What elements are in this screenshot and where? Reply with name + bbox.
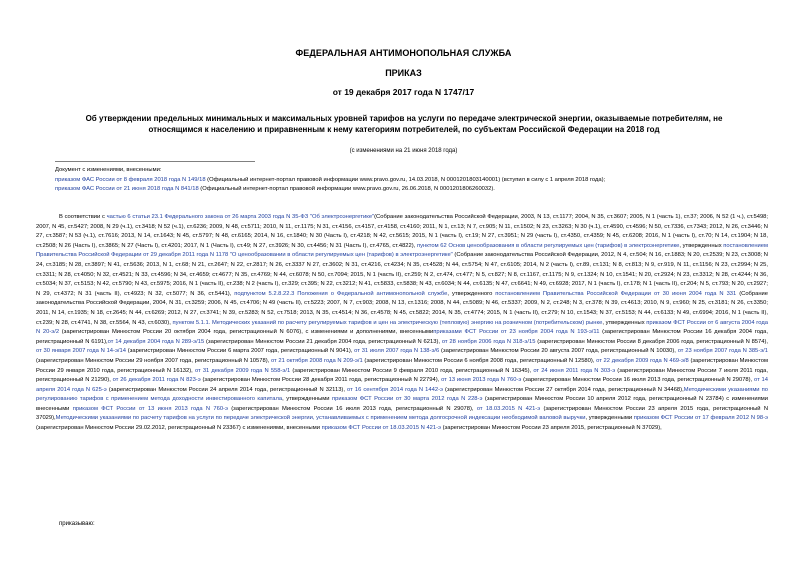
law-link[interactable]: от 18.03.2015 N 421-э — [476, 405, 541, 412]
body-text: (зарегистрирован Минюстом России 29.02.2012, регистрационный N 23367) с изменениями, внесенными — [36, 425, 322, 432]
body-text: (зарегистрирован Минюстом России 7 июля 2011 года, регистрационный N 21290), — [36, 367, 768, 384]
law-link[interactable]: приказом ФСТ России от 17 февраля 2012 N 98-э — [633, 415, 769, 422]
body-text: (Собрание законодательства Российской Федерации, 2003, N 13, ст.1177; 2004, N 35, ст.3607; 2005, N 1 (часть 1), ст.37; 2006, N 52 (1 ч.), ст.5498; 2007, N 45, ст.5427; 2008, N 29 (ч.1), ст.3418; N 52 (ч.1), ст.6236; 2009, N 48, ст.5711; 2010, N 11, ст.1175; N 31, ст.4156, ст.4157, ст.4158, ст.4160; 2011, N 1, ст.13; N 7, ст.905; N 11, ст.1502; N 23, ст.3263; N 30 (ч.1), ст.4590, ст.4596; N 50, ст.7336, ст.7343; 2012, N 26, ст.3446; N 27, ст.3587; N 53 (ч.1), ст.7616; 2013, N 14, ст.1643; N 45, ст.5797; N 48, ст.6165; 2014, N 16, ст.1840; N 30 (Часть I), ст.4218; N 42, ст.5615; 2015, N 1 (часть I), ст.19; N 27, ст.3951; N 29 (часть I), ст.4350, ст.4359; N 45, ст.6208; 2016, N 1 (часть I), ст.70; N 14, ст.1904; N 18, ст.2508; N 26 (Часть I), ст.3865; N 27 (Часть I), ст.4201; 2017, N 1 (Часть I), ст.49; N 27, ст.3926; N 30, ст.4456; N 31 (Часть I), ст.4765, ст.4822), — [36, 214, 769, 249]
law-link[interactable]: от 26 декабря 2011 года N 823-э — [112, 377, 201, 384]
separator-line — [55, 161, 255, 162]
law-link[interactable]: приказом ФСТ России от 30 марта 2012 года N 228-э — [332, 396, 483, 403]
law-link[interactable]: от 14 декабря 2004 года N 289-э/15 — [107, 338, 205, 345]
body-text: (зарегистрирован Минюстом России 16 июля 2013 года, регистрационный N 29078), — [227, 405, 477, 412]
changes-label: Документ с изменениями, внесенными: — [55, 167, 162, 173]
law-link[interactable]: подпунктом 5.2.8.22.3 Положения о Федеральной антимонопольной службе — [234, 290, 448, 297]
body-text: (зарегистрирован Минюстом России 29 ноября 2007 года, регистрационный N 10578), — [36, 357, 271, 364]
body-text: (Собрание законодательства Российской Федерации, 2004, N 31, ст.3259; 2006, N 45, ст.4706; N 49 (часть II), ст.5223; 2007, N 7, ст.903; 2008, N 13, ст.1316; 2008, N 44, ст.5089; N 46, ст.5337; 2009, N 2, ст.248; N 3, ст.378; N 39, ст.4613; 2010, N 9, ст.960; N 25, ст.3181; N 26, ст.3350; 2011, N 14, ст.1935; N 18, ст.2645; N 44, ст.6269; 2012, N 27, ст.3741; N 39, ст.5283; N 52, ст.7518; 2013, N 35, ст.4514; N 36, ст.4578; N 45, ст.5822; 2014, N 35, ст.4774; 2015, N 1 (часть II), ст.279; N 10, ст.1543; N 37, ст.5153; N 44, ст.6133; N 49, ст.6994; 2016, N 1 (часть II), ст.239; N 28, ст.4741, N 38, ст.5564, N 43, ст.6030), — [36, 290, 768, 326]
body-text: (зарегистрирован Минюстом России 21 декабря 2004 года, регистрационный N 6213), — [204, 338, 442, 345]
law-link[interactable]: от 31 декабря 2009 года N 558-э/1 — [194, 367, 291, 374]
closing-word: приказываю: — [59, 521, 95, 527]
preamble-paragraph — [36, 213, 768, 434]
body-text: (зарегистрирован Минюстом России 6 марта 2007 года, регистрационный N 9041), — [125, 348, 355, 355]
law-link[interactable]: пунктом 5.1.1. Методических указаний по расчету регулируемых тарифов и цен на электрическую (тепловую) энергию на розничном (потребительском) рынке — [172, 319, 603, 326]
body-text: (зарегистрирован Минюстом России 23 апреля 2015 года, регистрационный N 37029), — [36, 405, 768, 422]
law-link[interactable]: приказом ФСТ России от 18.03.2015 N 421-э — [321, 425, 442, 432]
changes-block — [55, 166, 765, 195]
body-text: (зарегистрирован Минюстом России 9 февраля 2010 года, регистрационный N 16345), — [290, 367, 534, 374]
law-link[interactable]: от 22 декабря 2009 года N 469-э/8 — [596, 357, 689, 364]
change-item-1 — [55, 176, 765, 186]
body-text: (зарегистрирован Минюстом России 27 октября 2014 года, регистрационный N 34468), — [442, 386, 684, 393]
law-link[interactable]: Методическими указаниями по регулированию тарифов с применением метода доходности инвестированного капитала — [36, 386, 768, 403]
law-link[interactable]: Методическими указаниями по расчету тарифов на услуги по передаче электрической энергии, устанавливаемых с применением метода долгосрочной индексации необходимой валовой выручки — [55, 415, 586, 422]
body-text: (зарегистрирован Минюстом России 28 декабря 2011 года, регистрационный N 22794), — [200, 377, 442, 384]
change-link-2[interactable]: приказом ФАС России от 21 июня 2018 года N 841/18 — [55, 186, 199, 192]
law-link[interactable]: постановлением Правительства Российской Федерации от 30 июня 2004 года N 331 — [495, 290, 737, 297]
change-text-2: (Официальный интернет-портал правовой информации www.pravo.gov.ru, 26.06.2018, N 0001201806260032). — [198, 186, 495, 192]
body-text: (зарегистрирован Минюстом России 8 декабря 2006 года, регистрационный N 8574), — [535, 338, 769, 345]
body-text: (зарегистрирован Минюстом России 20 августа 2007 года, регистрационный N 10030), — [439, 348, 678, 355]
law-link[interactable]: пунктом 62 Основ ценообразования в области регулируемых цен (тарифов) в электроэнергетике — [416, 242, 680, 249]
body-text: (зарегистрирован Минюстом России 24 апреля 2014 года, регистрационный N 32113), — [106, 386, 348, 393]
body-text: В соответствии с — [59, 214, 107, 220]
law-link[interactable]: от 16 сентября 2014 года N 1442-э — [347, 386, 443, 393]
agency-name: ФЕДЕРАЛЬНАЯ АНТИМОНОПОЛЬНАЯ СЛУЖБА — [295, 48, 512, 58]
law-link[interactable]: от 28 ноября 2006 года N 318-э/15 — [441, 338, 536, 345]
doc-title: Об утверждении предельных минимальных и максимальных уровней тарифов на услуги по передаче электрической энергии, оказываемые потребителям, не относящимся к населению и приравненным к нему категориям потребителей, по субъектам Российской Федерации на 2018 год — [85, 114, 723, 134]
doc-date-number: от 19 декабря 2017 года N 1747/17 — [332, 87, 475, 97]
body-text: (зарегистрирован Минюстом России 20 октября 2004 года, регистрационный N 6076), с изменениями и дополнениями, внесенными — [59, 329, 434, 336]
law-link[interactable]: от 21 октября 2008 года N 209-э/1 — [270, 357, 363, 364]
body-text: , утвержденными — [282, 396, 333, 403]
law-link[interactable]: от 24 июня 2011 года N 303-э — [533, 367, 616, 374]
body-text: (зарегистрирован Минюстом России 16 июля 2013 года, регистрационный N 29078), — [521, 377, 754, 384]
change-item-2 — [55, 185, 765, 195]
law-link[interactable]: приказами ФСТ России от 23 ноября 2004 года N 193-э/11 — [433, 329, 600, 336]
law-link[interactable]: постановлением Правительства Российской Федерации от 29 декабря 2011 года N 1178 "О ценообразовании в области регулируемых цен (тарифов) в электроэнергетике" — [36, 242, 768, 259]
law-link[interactable]: от 23 ноября 2007 года N 385-э/1 — [677, 348, 768, 355]
body-text: , утвержденных — [679, 242, 724, 249]
law-link[interactable]: приказом ФСТ России от 13 июня 2013 года N 760-э — [72, 405, 228, 412]
body-text: (зарегистрирован Минюстом России 10 апреля 2012 года, регистрационный N 23784) с изменениями внесенными — [36, 396, 768, 412]
body-text: (зарегистрирован Минюстом России 6 ноября 2008 года, регистрационный N 12580), — [362, 357, 597, 364]
preamble — [36, 213, 768, 434]
body-text: , утвержденных — [602, 319, 647, 326]
body-text: (зарегистрирован Минюстом России 16 декабря 2004 года, регистрационный N 6191), — [36, 329, 769, 345]
body-text: (зарегистрирован Минюстом России 29 января 2010 года, регистрационный N 16132), — [36, 357, 768, 374]
law-link[interactable]: от 31 июля 2007 года N 138-э/6 — [354, 348, 440, 355]
body-text: , утвержденного — [447, 290, 496, 297]
doc-type: ПРИКАЗ — [385, 68, 422, 78]
law-link[interactable]: от 30 января 2007 года N 14-э/14 — [36, 348, 126, 355]
law-link[interactable]: частью 6 статьи 23.1 Федерального закона от 26 марта 2003 года N 35-ФЗ "Об электроэнергетике" — [106, 214, 375, 220]
changes-note: (с изменениями на 21 июня 2018 года) — [349, 148, 458, 154]
law-link[interactable]: от 14 апреля 2014 года N 625-э — [36, 377, 769, 393]
law-link[interactable]: от 13 июня 2013 года N 760-э — [441, 377, 522, 384]
body-text: , утвержденными — [585, 415, 634, 422]
change-link-1[interactable]: приказом ФАС России от 8 февраля 2018 года N 149/18 — [55, 176, 206, 183]
body-text: (Собрание законодательства Российской Федерации, 2012, N 4, ст.504; N 16, ст.1883; N 20, ст.2539; N 23, ст.3008; N 24, ст.3185; N 28, ст.3897; N 41, ст.5636; 2013, N 1, ст.68; N 21, ст.2647; N 22, ст.2817; N 26, ст.3337 N 27, ст.3602; N 31, ст.4216, ст.4234; N 35, ст.4528; N 44, ст.5754; N 47, ст.6105; 2014, N 2 (часть I), ст.89, ст.131; N 8, ст.813; N 9, ст.919, N 11, ст.1156; N 23, ст.2994; N 25, ст.3311; N 28, ст.4050; N 32, ст.4521; N 33, ст.4596; N 34, ст.4659; ст.4677; N 35, ст.4769; N 44, ст.6078; N 50, ст.7094; 2015, N 1 (часть II), ст.259; N 2, ст.474, ст.477; N 5, ст.827; N 8, ст.1167, ст.1175; N 9, ст.1324; N 10, ст.1541; N 20, ст.2924; N 23, ст.3312; N 28, ст.4244; N 36, ст.5034; N 37, ст.5153; N 42, ст.5790; N 43, ст.5975; 2016, N 1 (часть II), ст.238; N 2 (часть I), ст.329; ст.395; N 22, ст.3212; N 41, ст.5833, ст.5838; N 43, ст.6034; N 44, ст.6135; N 47, ст.6641; N 49, ст.6928; 2017, N 1 (часть I), ст.178; N 1 (часть II), ст.204; N 5, ст.793; N 20, ст.2927; N 29, ст.4372; N 31 (часть II), ст.4923; N 32, ст.5077; N 36, ст.5441), — [36, 252, 768, 297]
change-text-1: (Официальный интернет-портал правовой информации www.pravo.gov.ru, 14.03.2018, N 0001201803140001) (вступил в силу с 1 апреля 2018 года); — [205, 176, 606, 183]
law-link[interactable]: приказом ФСТ России от 6 августа 2004 года N 20-э/2 — [36, 319, 768, 336]
body-text: (зарегистрирован Минюстом России 23 апреля 2015, регистрационный N 37029), — [441, 425, 662, 432]
